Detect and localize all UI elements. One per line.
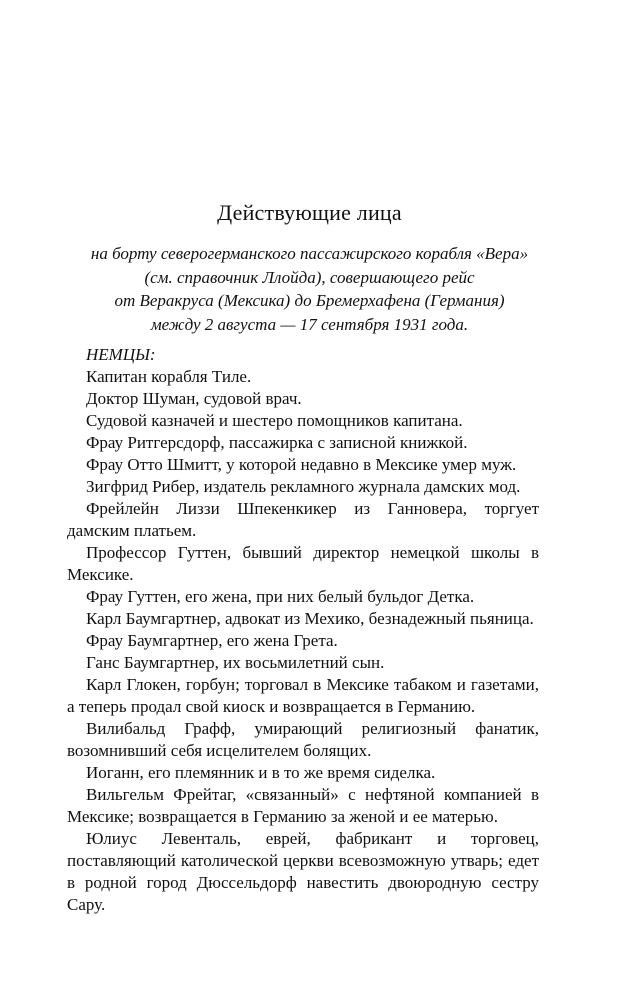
character-entry: Иоганн, его племянник и в то же время сиделка. xyxy=(86,763,436,782)
character-entry: Фрау Гуттен, его жена, при них белый бульдог Детка. xyxy=(86,587,475,606)
character-entry: Фрейлейн Лиззи Шпекенкикер из Ганновера, торгует дамским платьем. xyxy=(67,499,539,540)
character-entry: Ганс Баумгартнер, их восьмилетний сын. xyxy=(86,653,385,672)
page-title: Действующие лица xyxy=(217,200,402,225)
subtitle xyxy=(0,242,619,336)
subtitle-line: между 2 августа — 17 сентября 1931 года. xyxy=(150,314,469,334)
character-entry: Юлиус Левенталь, еврей, фабрикант и торговец, поставляющий католической церкви всевозможную утварь; едет в родной город Дюссельдорф навестить двоюродную сестру Сару. xyxy=(67,829,539,914)
character-entry: Капитан корабля Тиле. xyxy=(86,367,252,386)
character-entry: Фрау Баумгартнер, его жена Грета. xyxy=(86,631,338,650)
character-entry: Карл Баумгартнер, адвокат из Мехико, безнадежный пьяница. xyxy=(86,609,534,628)
subtitle-line: от Веракруса (Мексика) до Бремерхафена (Германия) xyxy=(114,291,505,310)
subtitle-line: (см. справочник Ллойда), совершающего рейс xyxy=(144,267,475,287)
character-entry: Вилибальд Графф, умирающий религиозный фанатик, возомнивший себя исцелителем болящих. xyxy=(67,719,539,760)
character-entry: Зигфрид Рибер, издатель рекламного журнала дамских мод. xyxy=(86,477,521,496)
subtitle-line: на борту северогерманского пассажирского корабля «Вера» xyxy=(90,244,529,263)
character-entry: Судовой казначей и шестеро помощников капитана. xyxy=(86,411,463,430)
character-entry: Профессор Гуттен, бывший директор немецкой школы в Мексике. xyxy=(67,543,539,584)
character-entry: Фрау Ритгерсдорф, пассажирка с записной книжкой. xyxy=(86,433,468,452)
character-entry: Фрау Отто Шмитт, у которой недавно в Мексике умер муж. xyxy=(86,455,517,474)
character-entry: Карл Глокен, горбун; торговал в Мексике табаком и газетами, а теперь продал свой киоск и возвращается в Германию. xyxy=(67,675,539,716)
character-entry: Вильгельм Фрейтаг, «связанный» с нефтяной компанией в Мексике; возвращается в Германию за женой и ее матерью. xyxy=(67,785,539,826)
character-entry: Доктор Шуман, судовой врач. xyxy=(86,389,302,408)
character-list xyxy=(67,344,539,916)
section-heading: НЕМЦЫ: xyxy=(86,345,156,364)
